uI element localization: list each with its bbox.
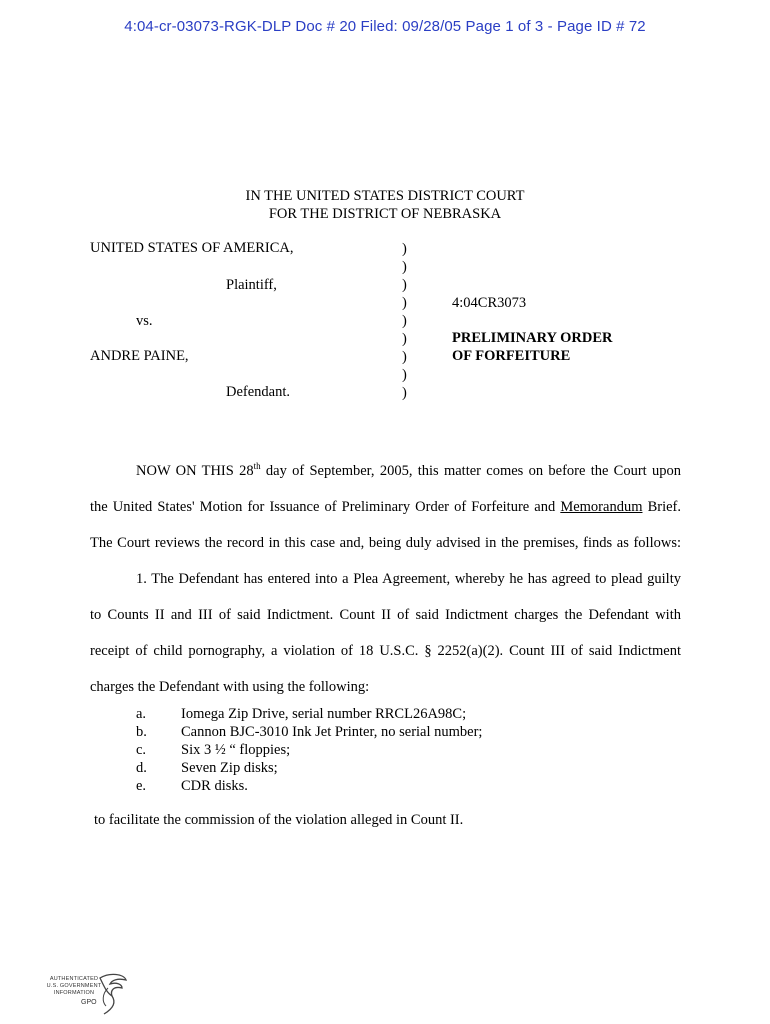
paragraph-2-line-2: to Counts II and III of said Indictment. Count II of said Indictment charges the Defendant with [90, 606, 681, 623]
caption-paren: ) [402, 367, 407, 383]
list-item-text: Six 3 ½ “ floppies; [181, 742, 291, 758]
gpo-authentication-seal [44, 972, 134, 1018]
order-title-line1: PRELIMINARY ORDER [452, 330, 613, 346]
plaintiff-role: Plaintiff, [226, 277, 277, 293]
gpo-seal-line: AUTHENTICATED [49, 976, 99, 982]
list-item-label: e. [136, 778, 147, 794]
underlined-text: Memorandum [560, 498, 643, 515]
list-item-text: CDR disks. [181, 778, 248, 794]
order-title-line2: OF FORFEITURE [452, 348, 571, 364]
list-item-label: a. [136, 706, 147, 722]
court-heading [0, 187, 770, 223]
paragraph-1-line-2 [90, 489, 681, 525]
caption-paren: ) [402, 259, 407, 275]
list-item-label: b. [136, 724, 147, 740]
ordinal-suffix: th [253, 461, 261, 471]
text-run: the United States' Motion for Issuance of Preliminary Order of Forfeiture and [90, 498, 561, 515]
paragraph-1-line-3: The Court reviews the record in this case and, being duly advised in the premises, finds as follows: [90, 534, 681, 551]
gpo-seal-line: U.S. GOVERNMENT [46, 983, 102, 989]
caption-paren: ) [402, 385, 407, 401]
versus-label: vs. [136, 313, 153, 329]
list-item-text: Cannon BJC-3010 Ink Jet Printer, no serial number; [181, 724, 483, 740]
paragraph-1-line-1 [90, 448, 681, 489]
caption-paren: ) [402, 295, 407, 311]
defendant-role: Defendant. [226, 384, 291, 400]
gpo-seal-line: INFORMATION [53, 990, 95, 996]
paragraph-2-line-1: 1. The Defendant has entered into a Plea Agreement, whereby he has agreed to plead guilty [136, 570, 681, 587]
paragraph-2-line-3: receipt of child pornography, a violation of 18 U.S.C. § 2252(a)(2). Count III of said Indictment [90, 642, 681, 659]
text-run: NOW ON THIS 28 [136, 462, 254, 479]
list-item-text: Iomega Zip Drive, serial number RRCL26A98C; [181, 706, 467, 722]
list-item-label: c. [136, 742, 147, 758]
caption-paren: ) [402, 331, 407, 347]
case-number: 4:04CR3073 [452, 295, 527, 311]
court-district: FOR THE DISTRICT OF NEBRASKA [268, 206, 502, 222]
caption-parentheses [402, 240, 412, 402]
order-body [90, 448, 681, 705]
eagle-icon [96, 972, 130, 1016]
text-run: Brief. [642, 498, 681, 515]
list-item-text: Seven Zip disks; [181, 760, 278, 776]
paragraph-2-line-4: charges the Defendant with using the following: [90, 678, 370, 695]
list-item-label: d. [136, 760, 147, 776]
closing-sentence: to facilitate the commission of the violation alleged in Count II. [94, 812, 464, 828]
court-name: IN THE UNITED STATES DISTRICT COURT [245, 188, 525, 204]
case-header-stamp: 4:04-cr-03073-RGK-DLP Doc # 20 Filed: 09/28/05 Page 1 of 3 - Page ID # 72 [124, 18, 646, 35]
caption-paren: ) [402, 241, 407, 257]
gpo-seal-text [44, 976, 104, 997]
defendant-name: ANDRE PAINE, [90, 348, 189, 364]
caption-paren: ) [402, 277, 407, 293]
caption-paren: ) [402, 349, 407, 365]
caption-paren: ) [402, 313, 407, 329]
gpo-label: GPO [81, 999, 97, 1006]
text-run: day of September, 2005, this matter comes on before the Court upon [260, 462, 681, 479]
plaintiff-name: UNITED STATES OF AMERICA, [90, 240, 294, 256]
